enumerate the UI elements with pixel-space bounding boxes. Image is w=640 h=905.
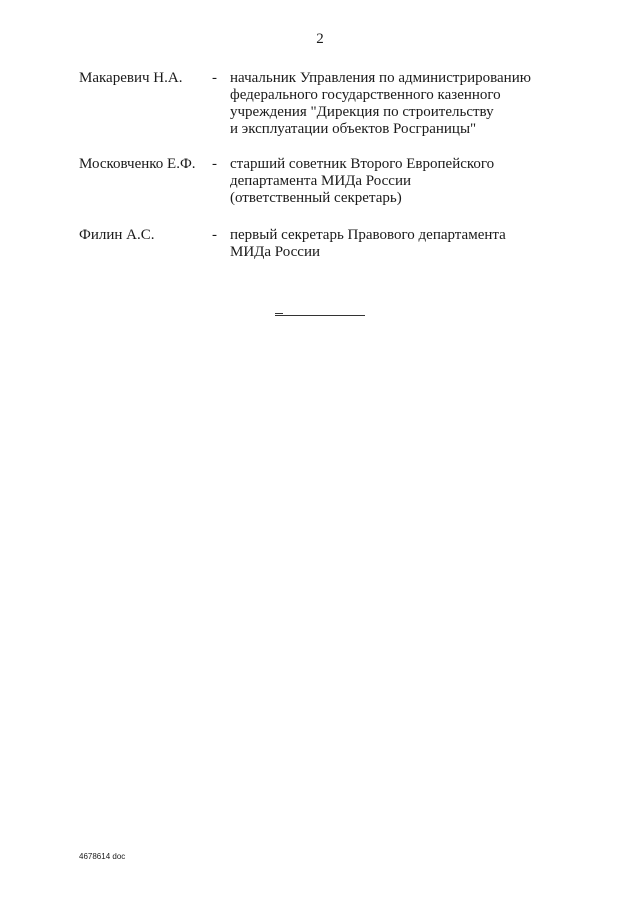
- document-id: 4678614 doc: [79, 852, 126, 861]
- member-name: Московченко Е.Ф.: [79, 156, 196, 172]
- member-name: Филин А.С.: [79, 227, 155, 243]
- member-dash: -: [212, 156, 217, 172]
- member-dash: -: [212, 227, 217, 243]
- member-position: [230, 227, 550, 261]
- member-position-line: департамента МИДа России: [230, 173, 412, 189]
- separator-tick: [275, 313, 283, 314]
- member-position-line: старший советник Второго Европейского: [230, 156, 495, 172]
- member-position: [230, 70, 550, 138]
- member-position: [230, 156, 550, 207]
- member-position-line: МИДа России: [230, 244, 321, 260]
- member-position-line: учреждения "Дирекция по строительству: [230, 104, 494, 120]
- member-position-line: (ответственный секретарь): [230, 190, 402, 206]
- member-position-line: федерального государственного казенного: [230, 87, 501, 103]
- page-number: 2: [316, 31, 324, 47]
- member-position-line: начальник Управления по администрированию: [230, 70, 531, 86]
- member-position-line: первый секретарь Правового департамента: [230, 227, 506, 243]
- member-dash: -: [212, 70, 217, 86]
- member-position-line: и эксплуатации объектов Росграницы": [230, 121, 477, 137]
- end-separator-line: [275, 315, 365, 316]
- member-name: Макаревич Н.А.: [79, 70, 183, 86]
